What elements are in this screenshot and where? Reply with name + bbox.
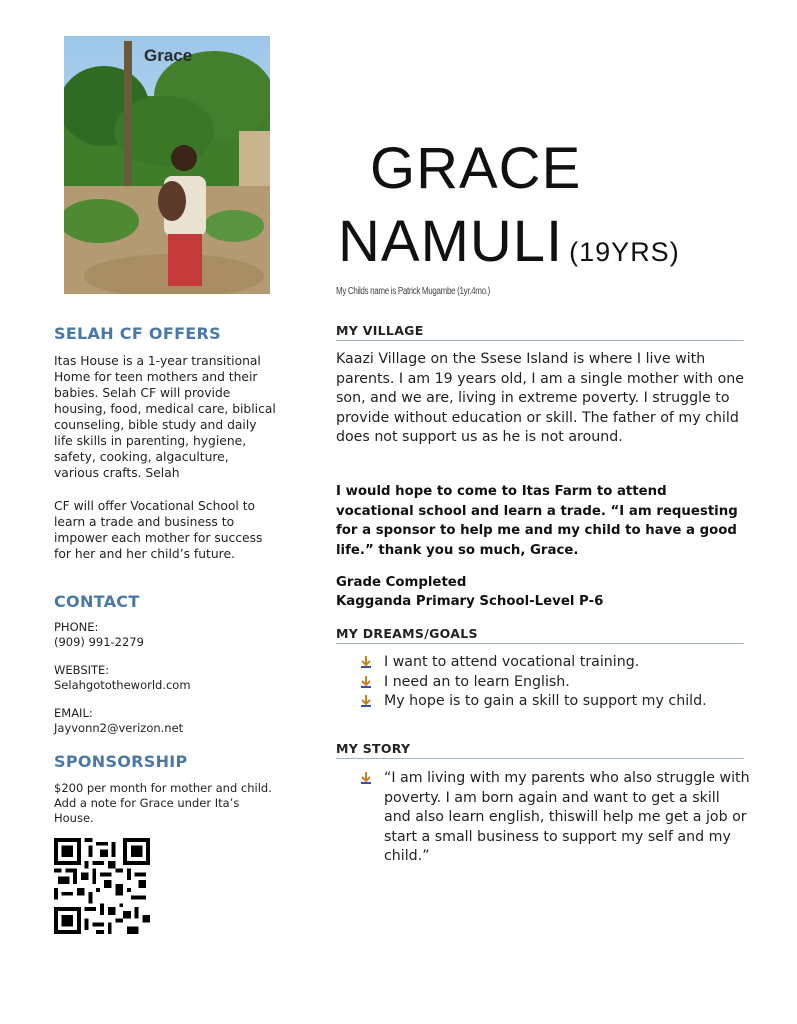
dream-item-text: I want to attend vocational training. [384, 654, 640, 670]
list-item [360, 769, 750, 867]
dreams-list [360, 653, 750, 712]
last-name: NAMULI [338, 209, 564, 274]
first-name: GRACE [370, 136, 582, 201]
list-item [360, 692, 750, 712]
arrow-bullet-icon [360, 695, 372, 707]
grade-value: Kagganda Primary School-Level P-6 [336, 594, 604, 609]
email-link[interactable]: Jayvonn2@verizon.net [54, 721, 184, 735]
arrow-bullet-icon [360, 772, 372, 784]
grade-label: Grade Completed [336, 575, 467, 590]
list-item [360, 653, 750, 673]
offers-heading: SELAH CF OFFERS [54, 324, 221, 343]
hope-text: I would hope to come to Itas Farm to attend vocational school and learn a trade. “I am requesting for a sponsor to help me and my child to have a good life.” thank you so much, Grace. [336, 484, 738, 558]
list-item [360, 673, 750, 693]
story-text: “I am living with my parents who also struggle with poverty. I am born again and want to get a skill and also learn english, thiswill help me get a job or start a small business to support my self and my child.” [384, 770, 750, 864]
contact-heading: CONTACT [54, 592, 140, 611]
child-name-note: My Childs name is Patrick Mugambe (1yr.4mo.) [336, 286, 490, 297]
dream-item-text: My hope is to gain a skill to support my child. [384, 693, 707, 709]
sponsorship-heading: SPONSORSHIP [54, 752, 188, 771]
website-link[interactable]: Selahgototheworld.com [54, 678, 191, 692]
phone-label: PHONE: [54, 620, 99, 634]
offers-paragraph-2: CF will offer Vocational School to learn a trade and business to impower each mother for success for her and her child’s future. [54, 499, 263, 561]
photo-caption: Grace [144, 46, 193, 65]
qr-code-icon[interactable] [54, 838, 150, 934]
story-heading: MY STORY [336, 741, 744, 759]
offers-paragraph-1: Itas House is a 1-year transitional Home for teen mothers and their babies. Selah CF will provide housing, food, medical care, biblical counseling, bible study and daily life skills in parenting, hygiene, safety, cooking, algaculture, various crafts. Selah [54, 354, 276, 480]
phone-value[interactable]: (909) 991-2279 [54, 635, 144, 649]
photo-illustration [64, 36, 270, 294]
last-name-line [338, 208, 680, 275]
profile-photo [64, 36, 270, 294]
age: (19YRS) [569, 237, 680, 267]
dreams-heading: MY DREAMS/GOALS [336, 626, 744, 644]
email-label: EMAIL: [54, 706, 93, 720]
story-list [360, 769, 750, 867]
sponsorship-text: $200 per month for mother and child. Add a note for Grace under Ita’s House. [54, 781, 272, 825]
arrow-bullet-icon [360, 676, 372, 688]
website-label: WEBSITE: [54, 663, 110, 677]
village-heading: MY VILLAGE [336, 323, 744, 341]
village-text: Kaazi Village on the Ssese Island is where I live with parents. I am 19 years old, I am a single mother with one son, and we are, living in extreme poverty. I struggle to provide without education or skill. The father of my child does not support us as he is not around. [336, 351, 744, 445]
dream-item-text: I need an to learn English. [384, 673, 570, 690]
arrow-bullet-icon [360, 656, 372, 668]
